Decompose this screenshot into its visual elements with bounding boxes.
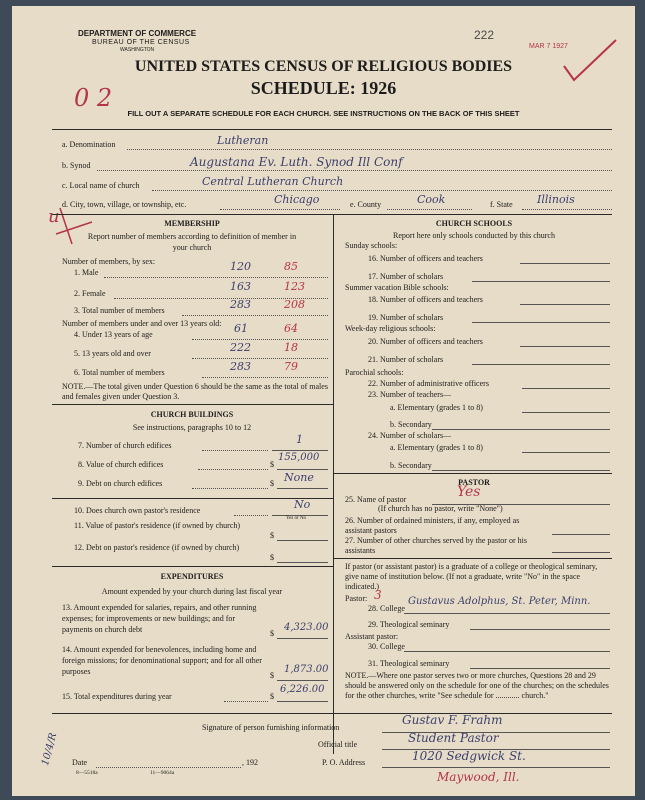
q20-label: 20. Number of officers and teachers	[368, 337, 483, 346]
under13-alt: 64	[284, 322, 298, 335]
q16-label: 16. Number of officers and teachers	[368, 254, 483, 263]
total-alt: 208	[284, 298, 305, 311]
q12-dollar: $	[270, 553, 274, 562]
weekday-heading: Week-day religious schools:	[345, 324, 436, 333]
under13-value: 61	[234, 322, 248, 335]
q23a-label: a. Elementary (grades 1 to 8)	[390, 403, 483, 412]
sunday-heading: Sunday schools:	[345, 241, 398, 250]
expenditures-heading: EXPENDITURES	[160, 572, 224, 581]
expenditures-subheading: Amount expended by your church during last fiscal year	[101, 587, 283, 596]
q18-label: 18. Number of officers and teachers	[368, 295, 483, 304]
q28-label: 28. College	[368, 604, 405, 613]
signature-label: Signature of person furnishing information	[202, 723, 340, 732]
q11-dollar: $	[270, 531, 274, 540]
state-value: Illinois	[537, 193, 575, 206]
form-instruction: FILL OUT A SEPARATE SCHEDULE FOR EACH CHURCH. SEE INSTRUCTIONS ON THE BACK OF THIS SHEET	[127, 109, 520, 118]
female-label: 2. Female	[74, 289, 106, 298]
q25-label: 25. Name of pastor	[345, 495, 407, 504]
male-label: 1. Male	[74, 268, 99, 277]
q10-label: 10. Does church own pastor's residence	[74, 506, 201, 515]
q25-hint: (If church has no pastor, write "None")	[378, 504, 503, 513]
print-number: 11—9064a	[150, 770, 175, 776]
synod-label: b. Synod	[62, 161, 91, 170]
q24b-label: b. Secondary	[390, 461, 432, 470]
q9-label: 9. Debt on church edifices	[78, 479, 163, 488]
q13-value: 4,323.00	[284, 622, 329, 633]
pastor-heading: PASTOR	[458, 478, 490, 487]
q10-value: No	[294, 498, 311, 511]
q10-hint: Yes or No	[286, 516, 307, 521]
date-year: , 192	[242, 758, 258, 767]
female-alt: 123	[284, 280, 305, 293]
q7-value: 1	[296, 433, 303, 446]
q24-label: 24. Number of scholars—	[368, 431, 452, 440]
male-value: 120	[230, 260, 251, 273]
q8-label: 8. Value of church edifices	[78, 460, 164, 469]
q31-label: 31. Theological seminary	[368, 659, 450, 668]
denomination-value: Lutheran	[217, 134, 269, 147]
q22-label: 22. Number of administrative officers	[368, 379, 489, 388]
signature-value: Gustav F. Frahm	[402, 713, 503, 727]
q24a-label: a. Elementary (grades 1 to 8)	[390, 443, 483, 452]
under13-label: 4. Under 13 years of age	[74, 330, 153, 339]
buildings-subheading: See instructions, paragraphs 10 to 12	[132, 423, 252, 432]
q21-label: 21. Number of scholars	[368, 355, 444, 364]
pastor-note: NOTE.—Where one pastor serves two or more churches, Questions 28 and 29 should be answered only on the schedule for one of the churches; on the schedules for the other churches, write "See schedule for ............ church."	[345, 671, 609, 700]
bureau-label: BUREAU OF THE CENSUS	[92, 39, 190, 46]
summer-heading: Summer vacation Bible schools:	[345, 283, 449, 292]
date-label: Date	[72, 758, 88, 767]
address-label: P. O. Address	[322, 758, 366, 767]
graduate-note: If pastor (or assistant pastor) is a graduate of a college or theological seminary, give name of institution below. (If not a graduate, write "No" in the space indicated.)	[345, 562, 598, 591]
q12-label: 12. Debt on pastor's residence (if owned by church)	[74, 543, 240, 552]
census-schedule-page	[12, 6, 635, 796]
washington-label: WASHINGTON	[120, 47, 155, 53]
q14-label: 14. Amount expended for benevolences, including home and foreign missions; for denominational support; and for all other purposes	[62, 645, 262, 676]
city-value: Chicago	[274, 193, 320, 206]
q30-label: 30. College	[368, 642, 405, 651]
form-title: UNITED STATES CENSUS OF RELIGIOUS BODIES	[134, 58, 513, 75]
total6-value: 283	[230, 360, 251, 373]
denomination-label: a. Denomination	[62, 140, 116, 149]
q17-label: 17. Number of scholars	[368, 272, 444, 281]
received-stamp: MAR 7 1927	[529, 43, 568, 50]
buildings-heading: CHURCH BUILDINGS	[150, 410, 234, 419]
q15-dollar: $	[270, 692, 274, 701]
q15-label: 15. Total expenditures during year	[62, 692, 172, 701]
over13-label: 5. 13 years old and over	[74, 349, 151, 358]
total6-alt: 79	[284, 360, 298, 373]
schools-subheading: Report here only schools conducted by this church	[393, 231, 555, 240]
q25-value: Yes	[457, 484, 481, 500]
q15-value: 6,226.00	[280, 684, 325, 695]
q26-label: 26. Number of ordained ministers, if any, employed as assistant pastors	[345, 516, 520, 535]
total-label: 3. Total number of members	[74, 306, 165, 315]
official-title-label: Official title	[318, 740, 358, 749]
q13-dollar: $	[270, 629, 274, 638]
membership-subheading: Report number of members according to definition of member in your church	[87, 232, 297, 252]
q9-value: None	[284, 471, 314, 484]
q27-label: 27. Number of other churches served by the pastor or his assistants	[345, 536, 527, 555]
q29-label: 29. Theological seminary	[368, 620, 450, 629]
q13-label: 13. Amount expended for salaries, repairs, and other running expenses; for improvements or new buildings; and for payments on church debt	[62, 603, 257, 634]
schedule-number: 222	[474, 28, 495, 42]
q8-dollar: $	[270, 460, 274, 469]
membership-heading: MEMBERSHIP	[164, 219, 220, 228]
membership-note: NOTE.—The total given under Question 6 should be the same as the total of males and females given under Question 3.	[62, 382, 328, 401]
assistant-label: Assistant pastor:	[345, 632, 399, 641]
q7-label: 7. Number of church edifices	[78, 441, 172, 450]
parochial-heading: Parochial schools:	[345, 368, 404, 377]
q14-dollar: $	[270, 671, 274, 680]
q11-label: 11. Value of pastor's residence (if owned by church)	[74, 521, 241, 530]
schedule-title: SCHEDULE: 1926	[250, 78, 397, 98]
total-value: 283	[230, 298, 251, 311]
age-label: Number of members under and over 13 years old:	[62, 319, 222, 328]
address-value: 1020 Sedgwick St.	[412, 749, 526, 763]
total6-label: 6. Total number of members	[74, 368, 165, 377]
department-label: DEPARTMENT OF COMMERCE	[78, 29, 197, 38]
official-title-value: Student Pastor	[408, 731, 499, 745]
pastor-sub-label: Pastor:	[345, 594, 368, 603]
county-label: e. County	[350, 200, 382, 209]
q23b-label: b. Secondary	[390, 420, 432, 429]
margin-note: 10/4/R	[40, 731, 60, 767]
q14-value: 1,873.00	[284, 664, 329, 675]
address-extra: Maywood, Ill.	[437, 770, 520, 784]
red-code: 0 2	[74, 84, 113, 112]
q19-label: 19. Number of scholars	[368, 313, 444, 322]
corner-letter: u	[48, 206, 60, 227]
pastor-mark: 3	[374, 588, 382, 602]
form-number: 8—5518a	[76, 770, 98, 776]
local-name-value: Central Lutheran Church	[202, 175, 344, 188]
q8-value: 155,000	[278, 452, 320, 463]
q28-value: Gustavus Adolphus, St. Peter, Minn.	[408, 596, 591, 607]
q9-dollar: $	[270, 479, 274, 488]
female-value: 163	[230, 280, 251, 293]
city-label: d. City, town, village, or township, etc.	[62, 200, 187, 209]
local-name-label: c. Local name of church	[62, 181, 140, 190]
male-alt: 85	[284, 260, 298, 273]
over13-alt: 18	[284, 341, 298, 354]
county-value: Cook	[417, 193, 446, 206]
q23-label: 23. Number of teachers—	[368, 390, 452, 399]
schools-heading: CHURCH SCHOOLS	[435, 219, 513, 228]
over13-value: 222	[230, 341, 251, 354]
synod-value: Augustana Ev. Luth. Synod Ill Conf	[190, 155, 403, 169]
state-label: f. State	[490, 200, 513, 209]
by-sex-label: Number of members, by sex:	[62, 257, 156, 266]
